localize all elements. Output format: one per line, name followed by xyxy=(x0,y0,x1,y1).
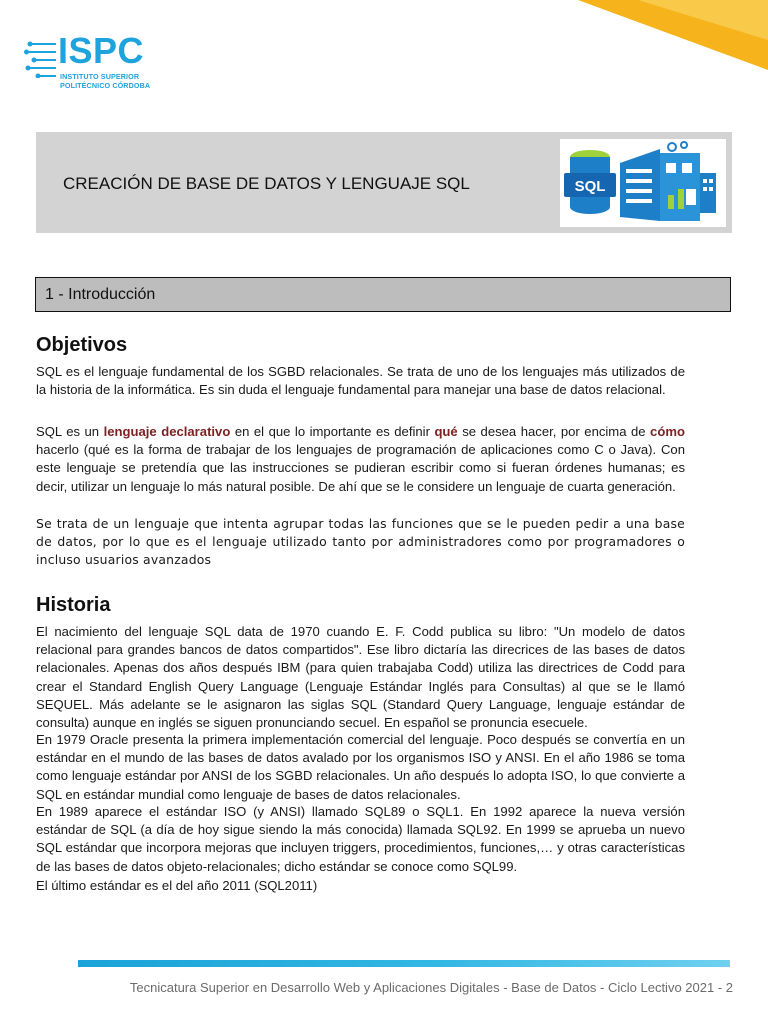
objetivos-paragraph-1: SQL es el lenguaje fundamental de los SGBD relacionales. Se trata de uno de los lenguajes más utilizados de la historia de la informática. Es sin duda el lenguaje fundamental para manejar una base de datos relacional. xyxy=(36,364,685,398)
historia-paragraph-4: El último estándar es el del año 2011 (SQL2011) xyxy=(36,878,318,893)
historia-paragraph-2: En 1979 Oracle presenta la primera implementación comercial del lenguaje. Poco después se convertía en un estándar en el mundo de las bases de datos avalado por los organismos ISO y ANSI. En el año 1986 se toma como lenguaje estándar por ANSI de los SGBD relacionales. Un año después lo adopta ISO, lo que convierte a SQL en estándar mundial como lenguaje de bases de datos relacionales. xyxy=(36,732,685,802)
section-header xyxy=(35,277,731,312)
logo-wordmark: ISPC xyxy=(58,30,145,71)
title-banner xyxy=(36,132,732,233)
highlight-como: cómo xyxy=(650,424,685,439)
objetivos-paragraph-2: SQL es un lenguaje declarativo en el que lo importante es definir qué se desea hacer, por encima de cómo hacerlo (qué es la forma de trabajar de los lenguajes de programación de aplicaciones como C o Java). Con este lenguaje se pretendía que las instrucciones se pudieran escribir como si fueran órdenes humanas; es decir, utilizar un lenguaje lo más natural posible. De ahí que se le considere un lenguaje de cuarta generación. xyxy=(36,424,685,494)
objetivos-paragraph-3: Se trata de un lenguaje que intenta agrupar todas las funciones que se le pueden pedir a una base de datos, por lo que es el lenguaje utilizado tanto por administradores como por programadores o incluso usuarios avanzados xyxy=(36,516,685,568)
section-label: 1 - Introducción xyxy=(45,286,156,303)
highlight-que: qué xyxy=(434,424,458,439)
objetivos-heading: Objetivos xyxy=(36,334,128,356)
logo-subtitle-2: POLITÉCNICO CÓRDOBA xyxy=(60,81,151,90)
footer-divider xyxy=(78,960,730,967)
footer-text: Tecnicatura Superior en Desarrollo Web y Aplicaciones Digitales - Base de Datos - Ciclo Lectivo 2021 - 2 xyxy=(129,980,733,995)
sql-database-illustration xyxy=(560,139,726,227)
historia-heading: Historia xyxy=(36,594,111,616)
historia-paragraph-1: El nacimiento del lenguaje SQL data de 1970 cuando E. F. Codd publica su libro: "Un modelo de datos relacional para grandes bancos de datos compartidos". Ese libro dictaría las direcrices de las bases de datos relacionales. Apenas dos años después IBM (para quien trabajaba Codd) utiliza las directrices de Codd para crear el Standard English Query Language (Lenguaje Estándar Inglés para Consultas) al que se le llamó SEQUEL. Más adelante se le asignaron las siglas SQL (Standard Query Language, lenguaje estándar de consulta) aunque en inglés se siguen pronunciando secuel. En español se pronuncia esecuele. xyxy=(36,624,685,731)
document-title: CREACIÓN DE BASE DE DATOS Y LENGUAJE SQL xyxy=(63,174,470,193)
historia-paragraph-3: En 1989 aparece el estándar ISO (y ANSI) llamado SQL89 o SQL1. En 1992 aparece la nueva versión estándar de SQL (a día de hoy sigue siendo la más conocida) llamada SQL92. En 1999 se aprueba un nuevo SQL estándar que incorpora mejoras que incluyen triggers, procedimientos, funciones,… y otras características de las bases de datos objeto-relacionales; dicho estándar se conoce como SQL99. xyxy=(36,804,685,874)
logo-subtitle-1: INSTITUTO SUPERIOR xyxy=(60,72,140,81)
ispc-logo xyxy=(24,30,154,98)
corner-decoration xyxy=(578,0,768,70)
sql-label: SQL xyxy=(574,178,606,195)
highlight-lenguaje-declarativo: lenguaje declarativo xyxy=(103,424,231,439)
